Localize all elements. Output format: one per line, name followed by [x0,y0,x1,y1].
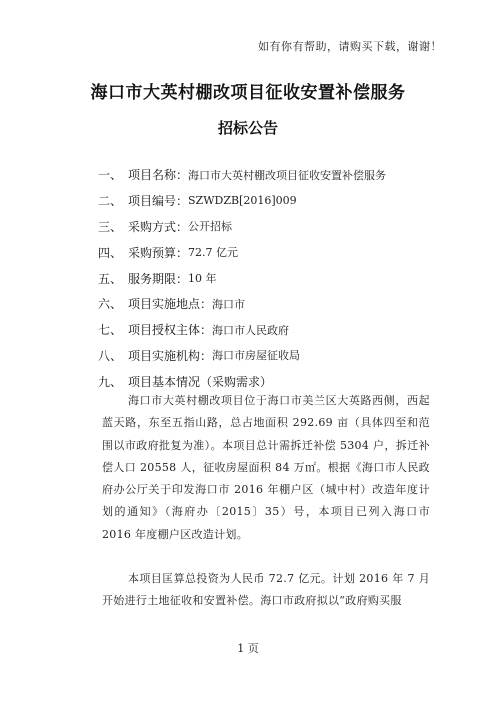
page-number: 1 页 [237,642,259,655]
item-value: 公开招标 [188,220,233,234]
item-number: 一、 [98,168,123,183]
item-number: 七、 [98,323,123,338]
item-value: 72.7 亿元 [188,246,239,260]
item-label: 项目实施机构： [128,348,213,363]
item-label: 项目基本情况（采购需求） [128,374,273,389]
item-label: 项目实施地点： [128,297,213,312]
list-item [98,162,448,188]
list-item [98,265,448,291]
item-label: 项目名称： [128,168,189,183]
item-number: 六、 [98,297,123,312]
item-label: 采购预算： [128,245,189,260]
item-value: 海口市 [212,297,246,311]
item-list [98,162,448,394]
item-value: SZWDZB[2016]009 [188,194,297,208]
item-label: 服务期限： [128,271,189,286]
document-title: 海口市大英村棚改项目征收安置补偿服务 [90,83,406,103]
list-item [98,317,448,343]
list-item [98,188,448,214]
item-number: 五、 [98,271,123,286]
item-label: 采购方式： [128,219,189,234]
item-number: 九、 [98,374,123,389]
item-label: 项目授权主体： [128,323,213,338]
item-value: 10 年 [188,272,217,286]
list-item [98,291,448,317]
item-value: 海口市大英村棚改项目征收安置补偿服务 [188,168,387,182]
document-subtitle: 招标公告 [217,119,278,137]
body-paragraph: 海口市大英村棚改项目位于海口市美兰区大英路西侧，西起蓝天路，东至五指山路，总占地面积 292.69 亩（具体四至和范围以市政府批复为准）。本项目总计需拆迁补偿 5304 户，拆迁补偿人口 20558 人，征收房屋面积 84 万㎡。根据《海口市人民政府办公厅关于印发海口市 2016 年棚户区（城中村）改造年度计划的通知》（海府办〔2015〕35）号，本项目已列入海口市 2016 年度棚户区改造计划。 [102,394,430,541]
list-item [98,343,448,369]
item-value: 海口市人民政府 [212,323,290,337]
item-value: 海口市房屋征收局 [212,349,301,363]
header-note: 如有你有帮助，请购买下载，谢谢！ [258,40,442,53]
item-number: 三、 [98,219,123,234]
item-number: 四、 [98,245,123,260]
item-number: 八、 [98,348,123,363]
list-item [98,239,448,265]
item-label: 项目编号： [128,194,189,209]
item-number: 二、 [98,194,123,209]
body-paragraph: 本项目匡算总投资为人民币 72.7 亿元。计划 2016 年 7 月开始进行土地征收和安置补偿。海口市政府拟以“政府购买服 [102,572,430,608]
list-item [98,214,448,240]
